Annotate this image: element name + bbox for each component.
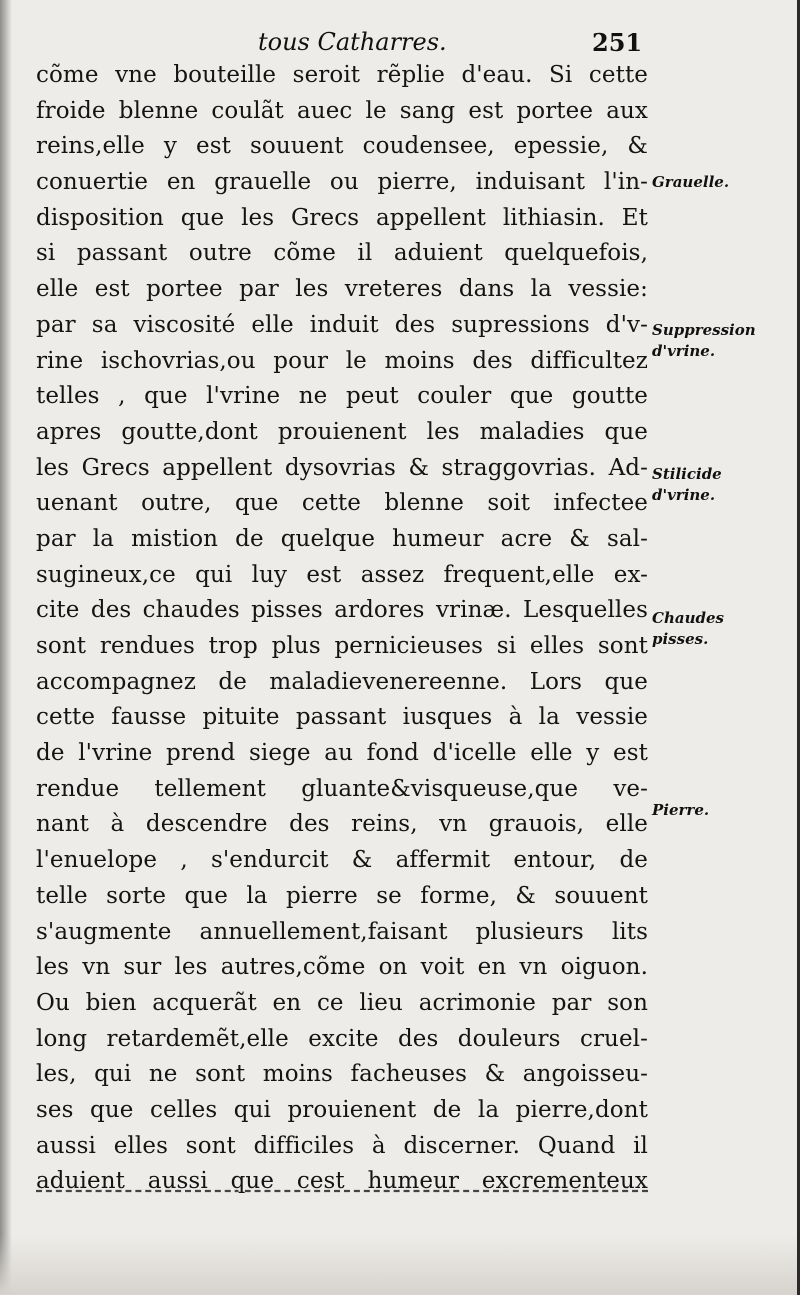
- text-line: rine ischovrias,ou pour le moins des difficultez: [36, 347, 648, 374]
- page-bottom-shadow: [0, 1235, 800, 1295]
- text-line: conuertie en grauelle ou pierre, induisant l'in-: [36, 169, 648, 196]
- text-line: rendue tellement gluante&visqueuse,que ve-: [36, 775, 648, 802]
- margin-note-line: Stilicide: [652, 465, 722, 483]
- margin-note-line: Suppression: [652, 321, 756, 339]
- text-line: les, qui ne sont moins facheuses & angoisseu-: [36, 1061, 648, 1088]
- margin-note-stilicide: [652, 464, 722, 506]
- body-text: [36, 58, 648, 1200]
- margin-note-line: Chaudes: [652, 609, 724, 627]
- text-line: les Grecs appellent dysovrias & straggovrias. Ad-: [36, 454, 648, 481]
- text-line: cette fausse pituite passant iusques à la vessie: [36, 704, 648, 731]
- text-line: Ou bien acquerãt en ce lieu acrimonie par son: [36, 989, 648, 1016]
- text-line: accompagnez de maladievenereenne. Lors que: [36, 668, 648, 695]
- page-number: 251: [592, 28, 643, 57]
- text-line: si passant outre cõme il aduient quelquefois,: [36, 240, 648, 267]
- margin-note-line: d'vrine.: [652, 486, 716, 504]
- text-line: reins,elle y est souuent coudensee, epessie, &: [36, 133, 648, 160]
- running-title: tous Catharres.: [258, 28, 447, 56]
- text-line: apres goutte,dont prouienent les maladies que: [36, 418, 648, 445]
- margin-note-pierre: [652, 800, 709, 821]
- text-line: telle sorte que la pierre se forme, & souuent: [36, 882, 648, 909]
- text-line: telles , que l'vrine ne peut couler que goutte: [36, 383, 648, 410]
- margin-note-line: Pierre.: [652, 801, 710, 819]
- margin-note-suppression: [652, 320, 756, 362]
- text-line: les vn sur les autres,cõme on voit en vn oiguon.: [36, 954, 648, 981]
- text-line: cite des chaudes pisses ardores vrinæ. Lesquelles: [36, 597, 648, 624]
- text-line: s'augmente annuellement,faisant plusieurs lits: [36, 918, 648, 945]
- text-line: ses que celles qui prouienent de la pierre,dont: [36, 1096, 648, 1123]
- text-line: l'enuelope , s'endurcit & affermit entour, de: [36, 847, 648, 874]
- text-line-catchword: aduient aussi que cest humeur excrementeux: [36, 1168, 648, 1195]
- text-line: de l'vrine prend siege au fond d'icelle elle y est: [36, 740, 648, 767]
- text-line: par la mistion de quelque humeur acre & sal-: [36, 525, 648, 552]
- text-line: aussi elles sont difficiles à discerner. Quand il: [36, 1132, 648, 1159]
- page-edge-shadow: [0, 0, 12, 1295]
- margin-note-line: pisses.: [652, 630, 709, 648]
- text-line: long retardemẽt,elle excite des douleurs cruel-: [36, 1025, 648, 1052]
- margin-note-grauelle: [652, 172, 729, 193]
- text-line: par sa viscosité elle induit des supressions d'v-: [36, 311, 648, 338]
- text-line: elle est portee par les vreteres dans la vessie:: [36, 276, 648, 303]
- margin-note-chaudes: [652, 608, 724, 650]
- text-line: disposition que les Grecs appellent lithiasin. Et: [36, 204, 648, 231]
- text-line: nant à descendre des reins, vn grauois, elle: [36, 811, 648, 838]
- text-line: cõme vne bouteille seroit rẽplie d'eau. Si cette: [36, 62, 648, 88]
- text-line: froide blenne coulãt auec le sang est portee aux: [36, 97, 648, 124]
- text-line: sugineux,ce qui luy est assez frequent,elle ex-: [36, 561, 648, 588]
- text-line: uenant outre, que cette blenne soit infectee: [36, 490, 648, 517]
- margin-note-line: d'vrine.: [652, 342, 716, 360]
- text-line: sont rendues trop plus pernicieuses si elles sont: [36, 633, 648, 659]
- margin-note-line: Grauelle.: [652, 173, 730, 191]
